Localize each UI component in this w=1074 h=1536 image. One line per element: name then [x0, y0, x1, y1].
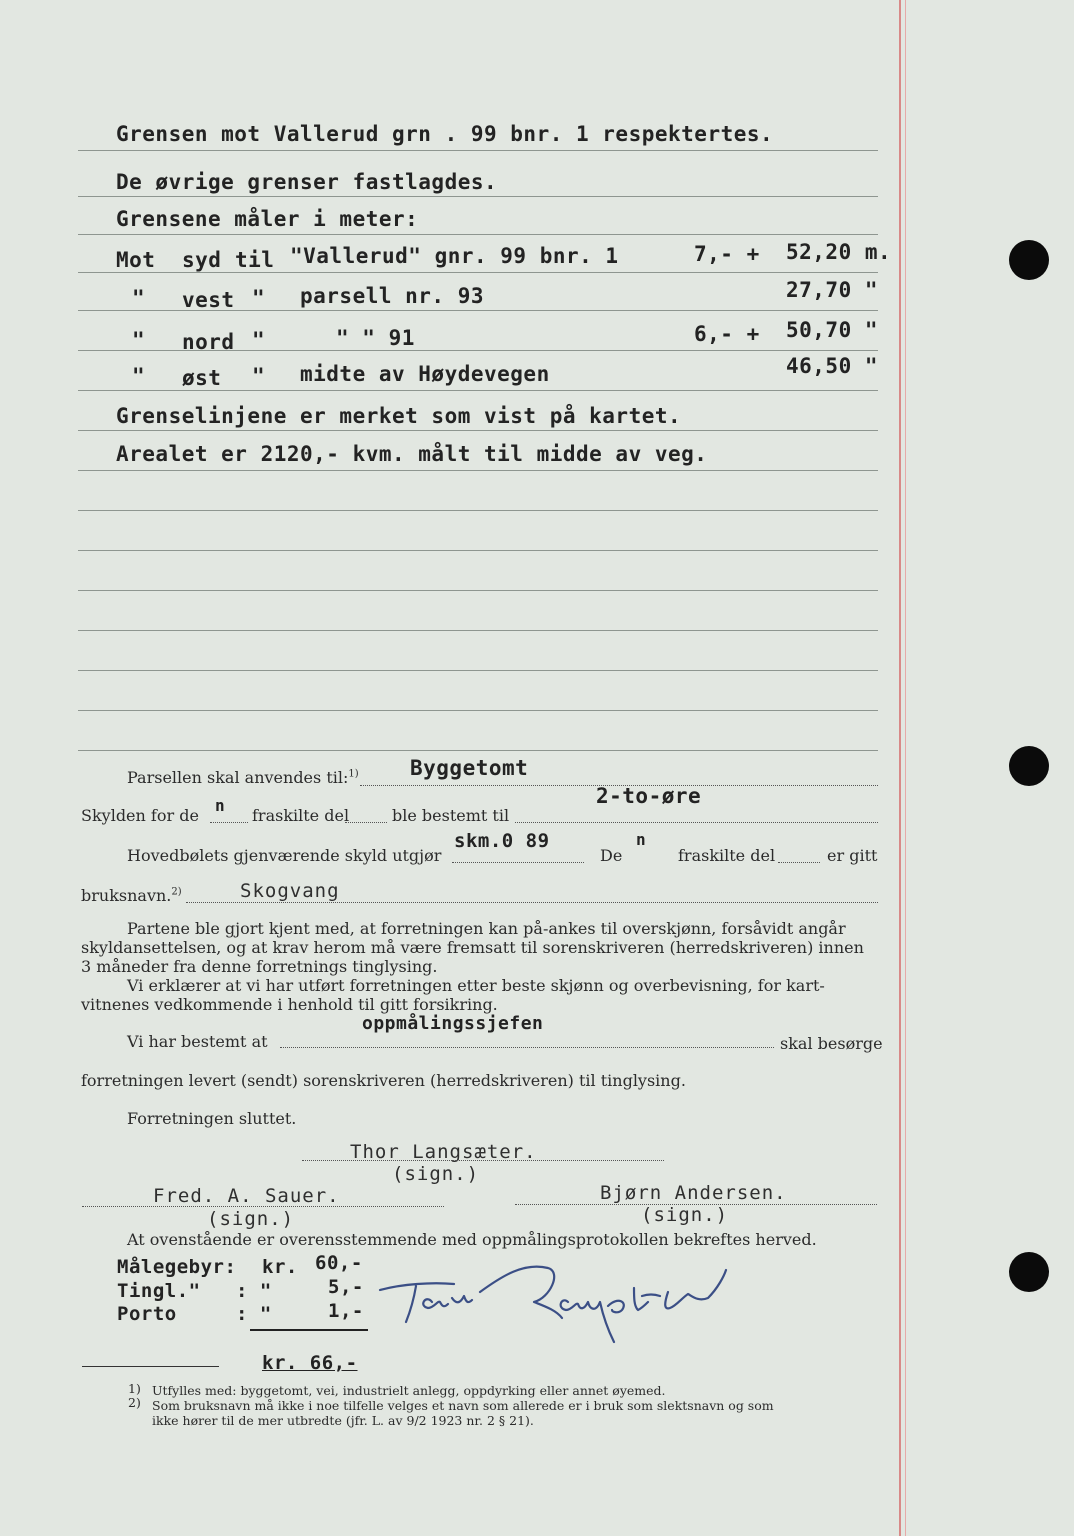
bestemt-label: Vi har bestemt at	[127, 1032, 268, 1051]
ruled-line	[78, 670, 878, 671]
row-quote: "	[252, 286, 266, 310]
dotted-line	[778, 862, 820, 863]
footnote-1: Utfylles med: byggetomt, vei, industrielt anlegg, oppdyrking eller annet øyemed.	[152, 1383, 666, 1398]
paragraph-line: vitnenes vedkommende i henhold til gitt forsikring.	[81, 995, 498, 1014]
boundary-line-5: Arealet er 2120,- kvm. målt til midde av veg.	[116, 442, 708, 466]
fee-label: Tingl."	[117, 1280, 201, 1302]
row-target: parsell nr. 93	[300, 284, 485, 308]
row-target: " " 91	[336, 326, 415, 350]
row-value-b: 52,20 m.	[786, 240, 892, 264]
ruled-line	[78, 590, 878, 591]
hoved-label-a: Hovedbølets gjenværende skyld utgjør	[127, 846, 442, 865]
signature-right-sign: (sign.)	[641, 1204, 729, 1226]
skyld-label-a: Skylden for de	[81, 806, 199, 825]
row-quote: til	[235, 248, 275, 272]
ruled-line	[78, 150, 878, 151]
signature-left-sign: (sign.)	[207, 1208, 295, 1230]
ruled-line	[78, 510, 878, 511]
ruled-line	[78, 390, 878, 391]
row-quote: "	[252, 328, 266, 352]
paragraph-line: 3 måneder fra denne forretnings tinglysing.	[81, 957, 438, 976]
ruled-line	[78, 234, 878, 235]
skyld-label-b: fraskilte del	[252, 806, 350, 825]
signature-left-name: Fred. A. Sauer.	[153, 1185, 340, 1207]
signature-center-sign: (sign.)	[392, 1163, 480, 1185]
row-value-b: 27,70 "	[786, 278, 879, 302]
row-direction: øst	[182, 366, 222, 390]
footnote-2-line-1: Som bruksnavn må ikke i noe tilfelle velges et navn som allerede er i bruk som slektsnavn og som	[152, 1398, 774, 1413]
dotted-line	[302, 1160, 664, 1161]
ruled-line	[78, 196, 878, 197]
fee-currency: : "	[236, 1303, 272, 1325]
ruled-line	[78, 750, 878, 751]
boundary-line-4: Grenselinjene er merket som vist på kartet.	[116, 404, 682, 428]
use-value: Byggetomt	[410, 756, 529, 780]
skyld-label-c: ble bestemt til	[392, 806, 510, 825]
punch-hole-bottom	[1009, 1252, 1049, 1292]
hoved-value: skm.0 89	[454, 830, 550, 852]
row-value-b: 50,70 "	[786, 318, 879, 342]
dotted-line	[280, 1047, 774, 1048]
ruled-line	[78, 470, 878, 471]
row-value-b: 46,50 "	[786, 354, 879, 378]
bestemt-tail: skal besørge	[780, 1034, 883, 1053]
punch-hole-top	[1009, 240, 1049, 280]
handwritten-signature-icon	[372, 1258, 742, 1348]
ruled-line	[78, 550, 878, 551]
fee-label: Porto	[117, 1303, 177, 1325]
ruled-line	[78, 272, 878, 273]
row-prefix: "	[132, 364, 146, 388]
use-label: Parsellen skal anvendes til:$^{1)}$	[127, 768, 359, 787]
row-target: midte av Høydevegen	[300, 362, 550, 386]
boundary-line-3: Grensene måler i meter:	[116, 207, 419, 231]
fee-currency: : "	[236, 1280, 272, 1302]
paragraph-line: Vi erklærer at vi har utført forretningen etter beste skjønn og overbevisning, for kart-	[127, 976, 825, 995]
dotted-line	[82, 1206, 444, 1207]
signature-right-name: Bjørn Andersen.	[600, 1182, 787, 1204]
dotted-line	[345, 822, 387, 823]
row-direction: nord	[182, 330, 235, 354]
hoved-label-c: fraskilte del	[678, 846, 776, 865]
paragraph-line: Partene ble gjort kjent med, at forretningen kan på-ankes til overskjønn, forsåvidt angår	[127, 919, 846, 938]
margin-line	[899, 0, 901, 1536]
fee-sum-line	[250, 1329, 368, 1331]
skyld-n: n	[215, 796, 226, 815]
paragraph-line: skyldansettelsen, og at krav herom må være fremsatt til sorenskriveren (herredskriveren) innen	[81, 938, 864, 957]
hoved-n: n	[636, 830, 647, 849]
punch-hole-middle	[1009, 746, 1049, 786]
fee-side-line	[82, 1366, 219, 1367]
fee-label: Målegebyr:	[117, 1256, 237, 1278]
row-quote: "	[252, 364, 266, 388]
fee-total: kr. 66,-	[262, 1352, 358, 1374]
footnote-2-mark: 2)	[128, 1395, 141, 1410]
sluttet-text: Forretningen sluttet.	[127, 1109, 297, 1128]
hoved-label-d: er gitt	[827, 846, 878, 865]
footnote-1-mark: 1)	[128, 1381, 141, 1396]
skyld-value: 2-to-øre	[596, 784, 702, 808]
ruled-line	[78, 430, 878, 431]
row-direction: syd	[182, 248, 222, 272]
hoved-label-b: De	[600, 846, 623, 865]
margin-line-secondary	[905, 0, 906, 1536]
boundary-line-2: De øvrige grenser fastlagdes.	[116, 170, 498, 194]
boundary-line-1: Grensen mot Vallerud grn . 99 bnr. 1 respektertes.	[116, 122, 774, 146]
row-prefix: "	[132, 328, 146, 352]
fee-value: 5,-	[328, 1276, 364, 1298]
bruksnavn-label: bruksnavn.$^{2)}$	[81, 886, 182, 905]
fee-value: 60,-	[315, 1252, 363, 1274]
row-prefix: "	[132, 286, 146, 310]
fee-value: 1,-	[328, 1300, 364, 1322]
certify-text: At ovenstående er overensstemmende med oppmålingsprotokollen bekreftes herved.	[127, 1230, 817, 1249]
ruled-line	[78, 710, 878, 711]
signature-center-name: Thor Langsæter.	[350, 1141, 537, 1163]
bestemt-value: oppmålingssjefen	[362, 1013, 544, 1034]
row-target: "Vallerud" gnr. 99 bnr. 1	[290, 244, 619, 268]
ruled-line	[78, 630, 878, 631]
row-value-a: 6,- +	[694, 322, 760, 346]
fee-currency: kr.	[262, 1256, 298, 1278]
dotted-line	[452, 862, 584, 863]
row-value-a: 7,- +	[694, 242, 760, 266]
dotted-line	[210, 822, 248, 823]
row-prefix: Mot	[116, 248, 156, 272]
dotted-line	[515, 822, 878, 823]
levert-text: forretningen levert (sendt) sorenskriveren (herredskriveren) til tinglysing.	[81, 1071, 686, 1090]
dotted-line	[186, 902, 878, 903]
footnote-2-line-2: ikke hører til de mer utbredte (jfr. L. av 9/2 1923 nr. 2 § 21).	[152, 1413, 534, 1428]
row-direction: vest	[182, 288, 235, 312]
bruksnavn-value: Skogvang	[240, 880, 340, 902]
